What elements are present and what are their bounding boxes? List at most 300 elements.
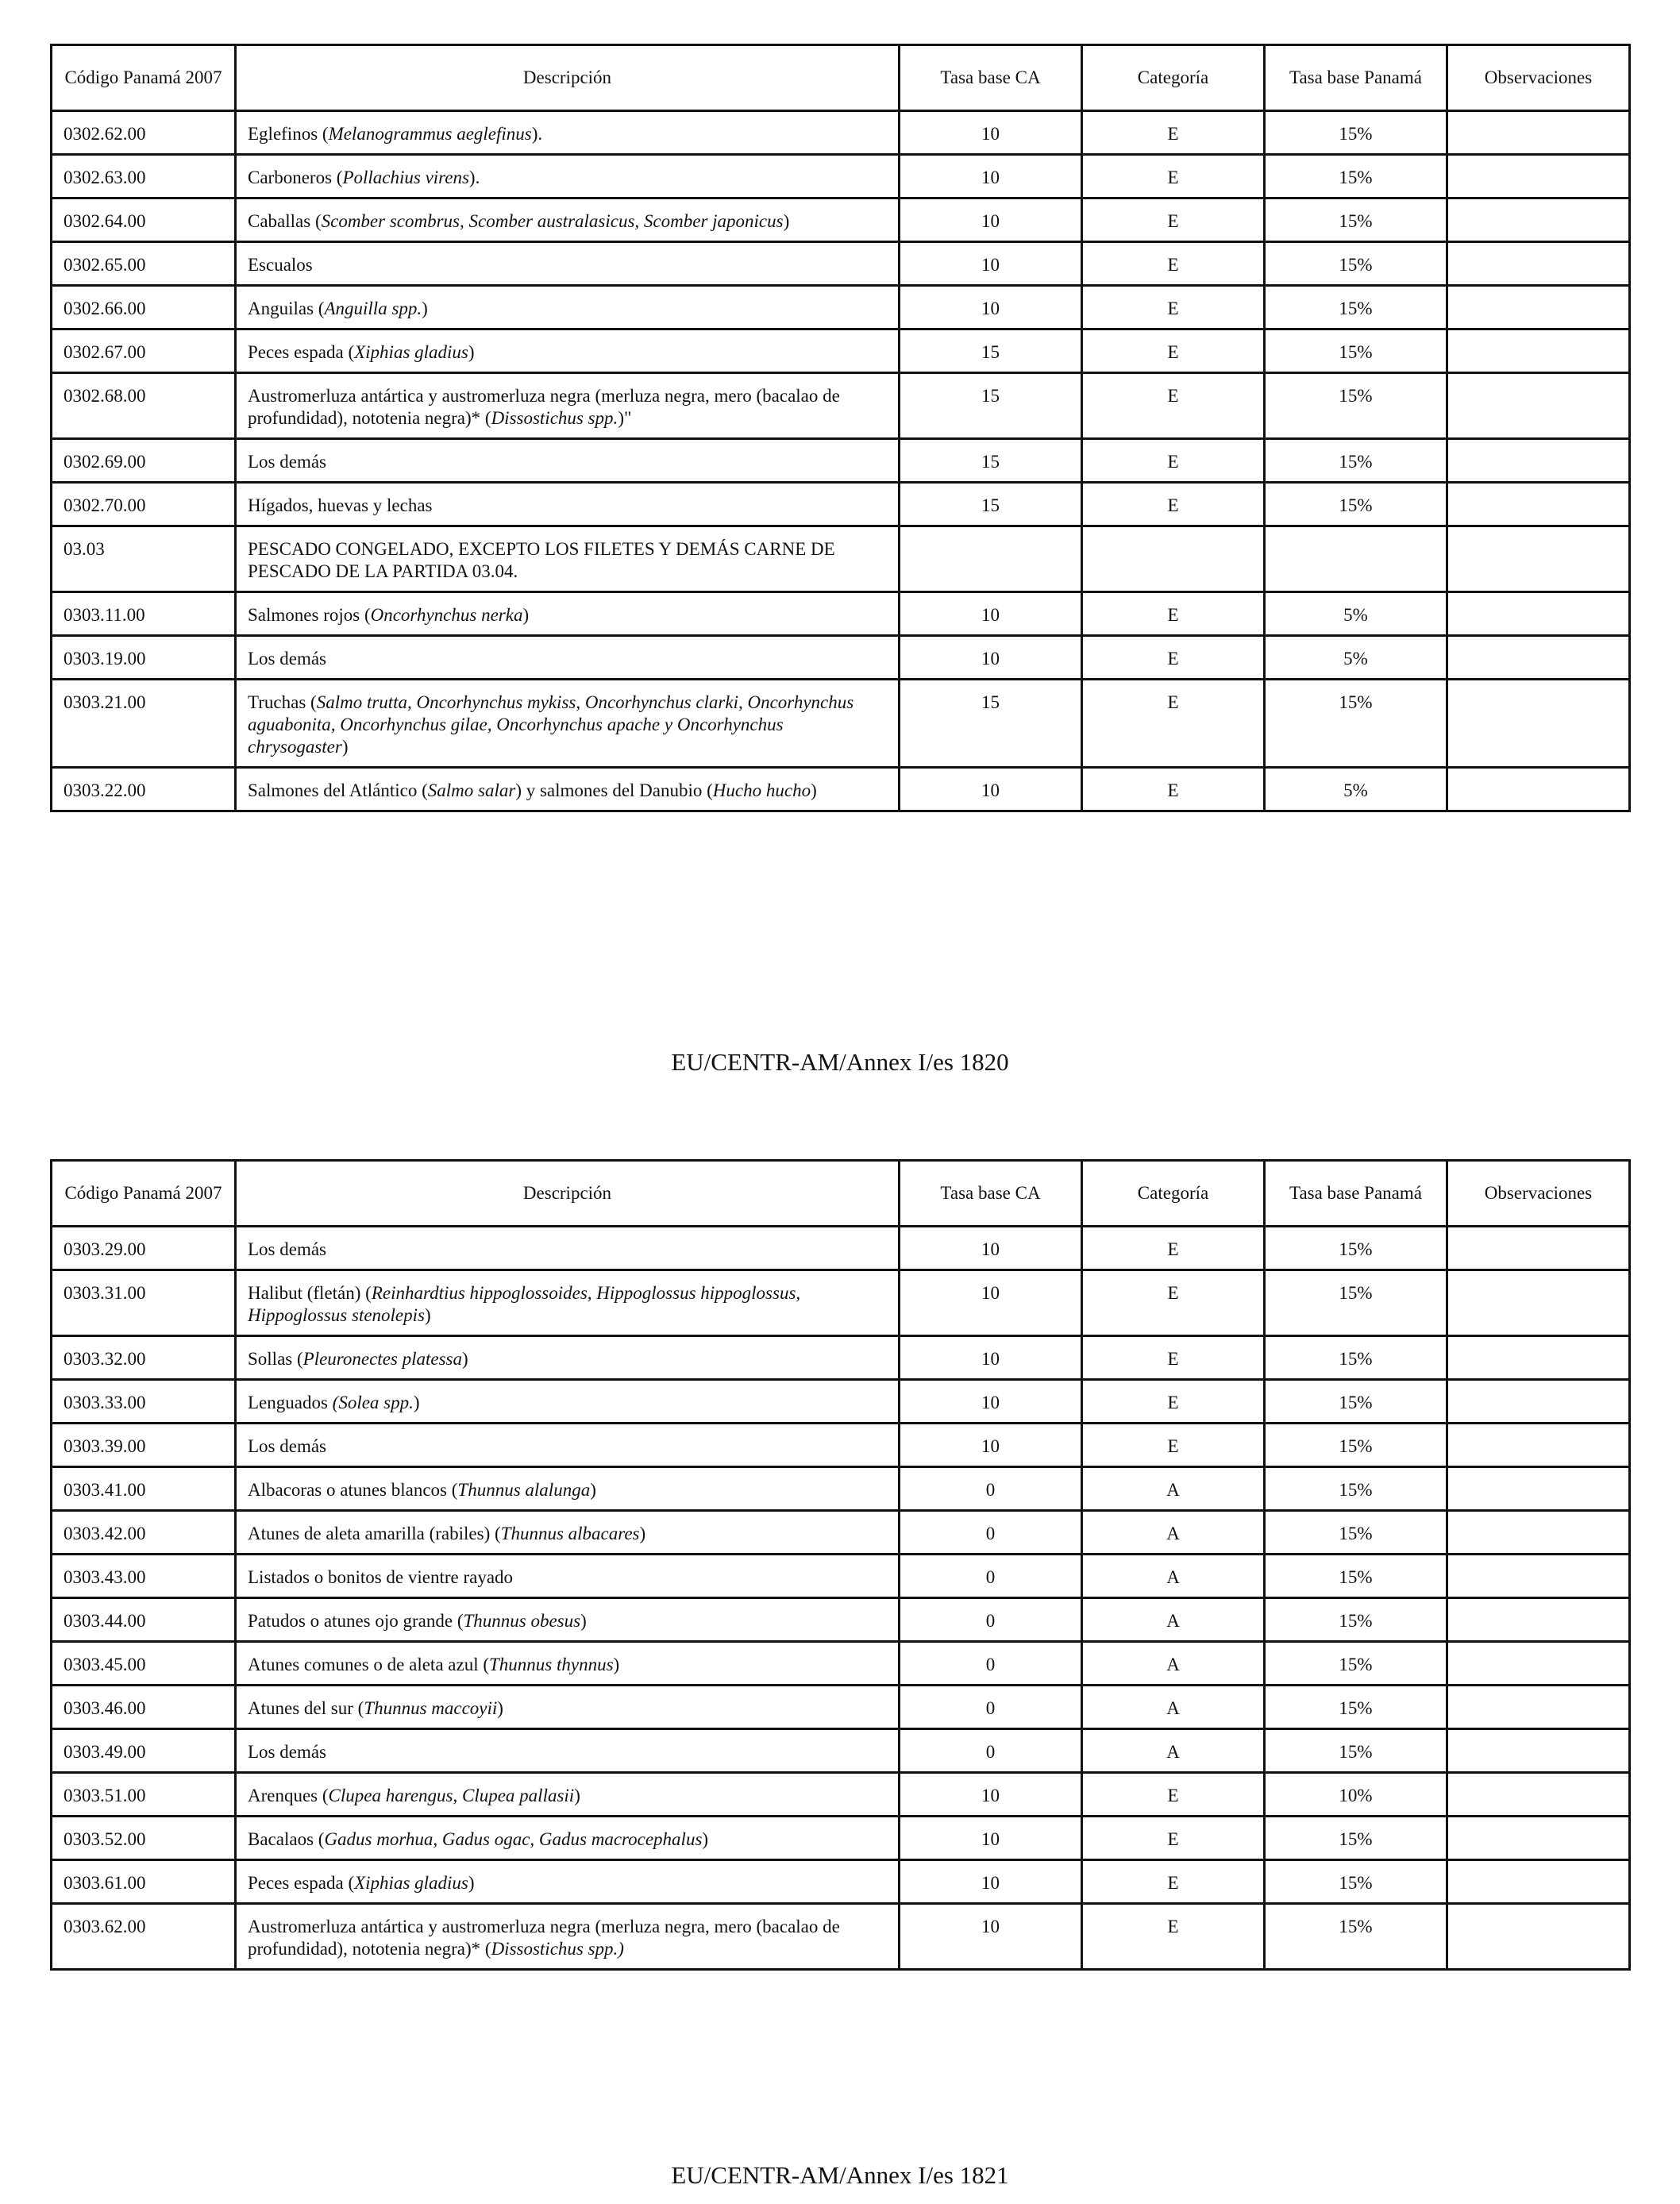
- category-cell: A: [1082, 1686, 1265, 1729]
- observations-cell: [1447, 1817, 1630, 1860]
- tariff-code-cell: 0302.62.00: [52, 111, 236, 155]
- page-footer: EU/CENTR-AM/Annex I/es 1821: [671, 2161, 1009, 2189]
- observations-cell: [1447, 329, 1630, 373]
- table-row: [52, 242, 1630, 286]
- description-text: ): [468, 1873, 475, 1893]
- description-text: Salmones del Atlántico (: [248, 780, 428, 800]
- tariff-code-cell: 0303.49.00: [52, 1729, 236, 1773]
- observations-cell: [1447, 373, 1630, 439]
- scientific-name: (Solea spp.: [332, 1393, 414, 1412]
- description-text: Los demás: [248, 1436, 327, 1456]
- scientific-name: Hucho hucho: [712, 780, 811, 800]
- category-cell: E: [1082, 1380, 1265, 1424]
- description-text: Hígados, huevas y lechas: [248, 495, 433, 515]
- category-cell: E: [1082, 1773, 1265, 1817]
- description-text: Atunes de aleta amarilla (rabiles) (: [248, 1524, 501, 1543]
- description-text: Anguilas (: [248, 299, 325, 318]
- description-cell: [236, 1380, 900, 1424]
- description-text: ): [639, 1524, 646, 1543]
- header-category: Categoría: [1082, 45, 1265, 111]
- observations-cell: [1447, 1511, 1630, 1555]
- table-row: [52, 1773, 1630, 1817]
- observations-cell: [1447, 1424, 1630, 1467]
- category-cell: A: [1082, 1598, 1265, 1642]
- base-rate-ca-cell: 10: [900, 768, 1082, 811]
- observations-cell: [1447, 286, 1630, 329]
- description-text: Truchas (: [248, 692, 317, 712]
- base-rate-ca-cell: 0: [900, 1598, 1082, 1642]
- observations-cell: [1447, 1467, 1630, 1511]
- description-cell: [236, 242, 900, 286]
- description-text: Listados o bonitos de vientre rayado: [248, 1567, 514, 1587]
- description-text: Albacoras o atunes blancos (: [248, 1480, 458, 1500]
- tariff-code-cell: 0303.44.00: [52, 1598, 236, 1642]
- description-cell: [236, 1227, 900, 1270]
- base-rate-panama-cell: 15%: [1265, 1336, 1447, 1380]
- description-text: ): [497, 1698, 503, 1718]
- observations-cell: [1447, 636, 1630, 680]
- category-cell: A: [1082, 1555, 1265, 1598]
- header-base-rate-panama: Tasa base Panamá: [1265, 45, 1447, 111]
- header-observations: Observaciones: [1447, 45, 1630, 111]
- tariff-code-cell: 0303.52.00: [52, 1817, 236, 1860]
- scientific-name: Thunnus albacares: [500, 1524, 640, 1543]
- base-rate-ca-cell: 10: [900, 242, 1082, 286]
- category-cell: E: [1082, 439, 1265, 483]
- category-cell: E: [1082, 636, 1265, 680]
- description-text: Carboneros (: [248, 168, 343, 187]
- tariff-code-cell: 0303.33.00: [52, 1380, 236, 1424]
- category-cell: E: [1082, 1904, 1265, 1970]
- scientific-name: Thunnus obesus: [463, 1611, 581, 1631]
- table-row: [52, 439, 1630, 483]
- description-text: ): [702, 1829, 709, 1849]
- table-header-row: [52, 1161, 1630, 1227]
- description-text: Atunes comunes o de aleta azul (: [248, 1655, 489, 1674]
- scientific-name: Melanogrammus aeglefinus: [328, 124, 532, 144]
- tariff-code-cell: 0302.67.00: [52, 329, 236, 373]
- observations-cell: [1447, 1227, 1630, 1270]
- observations-cell: [1447, 483, 1630, 526]
- tariff-code-cell: 0303.39.00: [52, 1424, 236, 1467]
- observations-cell: [1447, 1729, 1630, 1773]
- description-cell: [236, 1773, 900, 1817]
- header-description: Descripción: [236, 1161, 900, 1227]
- description-cell: [236, 1270, 900, 1336]
- scientific-name: Anguilla spp.: [324, 299, 422, 318]
- table-row: [52, 1555, 1630, 1598]
- description-text: Peces espada (: [248, 1873, 355, 1893]
- category-cell: [1082, 526, 1265, 592]
- observations-cell: [1447, 242, 1630, 286]
- base-rate-ca-cell: 0: [900, 1686, 1082, 1729]
- description-cell: [236, 1336, 900, 1380]
- category-cell: E: [1082, 1817, 1265, 1860]
- category-cell: A: [1082, 1511, 1265, 1555]
- description-text: ).: [468, 168, 480, 187]
- description-cell: [236, 1467, 900, 1511]
- tariff-code-cell: 0303.51.00: [52, 1773, 236, 1817]
- table-row: [52, 1270, 1630, 1336]
- observations-cell: [1447, 1642, 1630, 1686]
- table-row: [52, 1511, 1630, 1555]
- page-footer: EU/CENTR-AM/Annex I/es 1820: [671, 1048, 1009, 1076]
- table-header-row: [52, 45, 1630, 111]
- description-cell: [236, 286, 900, 329]
- base-rate-panama-cell: 15%: [1265, 329, 1447, 373]
- scientific-name: Xiphias gladius: [354, 342, 468, 362]
- category-cell: E: [1082, 680, 1265, 768]
- base-rate-ca-cell: [900, 526, 1082, 592]
- table-row: [52, 111, 1630, 155]
- table-row: [52, 373, 1630, 439]
- category-cell: A: [1082, 1642, 1265, 1686]
- scientific-name: Clupea harengus, Clupea pallasii: [328, 1786, 575, 1805]
- base-rate-ca-cell: 10: [900, 286, 1082, 329]
- header-observations: Observaciones: [1447, 1161, 1630, 1227]
- base-rate-ca-cell: 10: [900, 1424, 1082, 1467]
- base-rate-ca-cell: 10: [900, 1336, 1082, 1380]
- tariff-code-cell: 0303.29.00: [52, 1227, 236, 1270]
- observations-cell: [1447, 1555, 1630, 1598]
- tariff-code-cell: 0303.32.00: [52, 1336, 236, 1380]
- base-rate-panama-cell: 15%: [1265, 198, 1447, 242]
- observations-cell: [1447, 526, 1630, 592]
- observations-cell: [1447, 111, 1630, 155]
- scientific-name: Pollachius virens: [342, 168, 469, 187]
- category-cell: E: [1082, 242, 1265, 286]
- table-row: [52, 1817, 1630, 1860]
- description-cell: [236, 592, 900, 636]
- category-cell: A: [1082, 1467, 1265, 1511]
- base-rate-panama-cell: 15%: [1265, 1729, 1447, 1773]
- observations-cell: [1447, 1598, 1630, 1642]
- table-row: [52, 198, 1630, 242]
- description-text: Atunes del sur (: [248, 1698, 364, 1718]
- base-rate-panama-cell: 15%: [1265, 680, 1447, 768]
- category-cell: E: [1082, 1860, 1265, 1904]
- tariff-code-cell: 0303.41.00: [52, 1467, 236, 1511]
- tariff-code-cell: 0302.64.00: [52, 198, 236, 242]
- description-text: ): [522, 605, 530, 625]
- description-text: Patudos o atunes ojo grande (: [248, 1611, 464, 1631]
- table-row: [52, 1598, 1630, 1642]
- description-text: ): [468, 342, 475, 362]
- tariff-code-cell: 0303.11.00: [52, 592, 236, 636]
- base-rate-panama-cell: 15%: [1265, 1424, 1447, 1467]
- tariff-code-cell: 0303.21.00: [52, 680, 236, 768]
- base-rate-ca-cell: 0: [900, 1642, 1082, 1686]
- description-cell: [236, 1729, 900, 1773]
- base-rate-panama-cell: 15%: [1265, 1380, 1447, 1424]
- base-rate-panama-cell: 15%: [1265, 155, 1447, 198]
- base-rate-panama-cell: 15%: [1265, 483, 1447, 526]
- description-text: Los demás: [248, 649, 327, 669]
- header-description: Descripción: [236, 45, 900, 111]
- description-text: Salmones rojos (: [248, 605, 371, 625]
- observations-cell: [1447, 1686, 1630, 1729]
- base-rate-ca-cell: 10: [900, 636, 1082, 680]
- description-text: ): [341, 737, 349, 757]
- base-rate-panama-cell: 5%: [1265, 592, 1447, 636]
- description-cell: [236, 1555, 900, 1598]
- description-cell: [236, 1598, 900, 1642]
- scientific-name: Pleuronectes platessa: [302, 1349, 462, 1369]
- description-text: Halibut (fletán) (: [248, 1283, 372, 1303]
- description-text: ): [462, 1349, 468, 1369]
- scientific-name: Salmo trutta, Oncorhynchus mykiss, Oncorhynchus clarki, Oncorhynchus aguabonita, Oncorhynchus gilae, Oncorhynchus apache y Oncorhynchus chrysogaster: [248, 692, 854, 757]
- table-body: [52, 1227, 1630, 1970]
- header-code: Código Panamá 2007: [52, 45, 236, 111]
- base-rate-ca-cell: 10: [900, 111, 1082, 155]
- base-rate-panama-cell: 10%: [1265, 1773, 1447, 1817]
- description-cell: [236, 1860, 900, 1904]
- base-rate-panama-cell: 5%: [1265, 636, 1447, 680]
- base-rate-ca-cell: 0: [900, 1555, 1082, 1598]
- description-text: ): [580, 1611, 587, 1631]
- description-cell: [236, 1642, 900, 1686]
- base-rate-panama-cell: [1265, 526, 1447, 592]
- description-text: Arenques (: [248, 1786, 329, 1805]
- tariff-table-page-1821: [50, 1159, 1631, 1971]
- tariff-code-cell: 0302.70.00: [52, 483, 236, 526]
- observations-cell: [1447, 198, 1630, 242]
- base-rate-ca-cell: 10: [900, 1773, 1082, 1817]
- observations-cell: [1447, 1904, 1630, 1970]
- tariff-code-cell: 0303.43.00: [52, 1555, 236, 1598]
- description-text: Sollas (: [248, 1349, 303, 1369]
- tariff-code-cell: 03.03: [52, 526, 236, 592]
- base-rate-ca-cell: 10: [900, 1380, 1082, 1424]
- observations-cell: [1447, 1773, 1630, 1817]
- base-rate-panama-cell: 15%: [1265, 1686, 1447, 1729]
- header-base-rate-panama: Tasa base Panamá: [1265, 1161, 1447, 1227]
- description-cell: [236, 1424, 900, 1467]
- description-text: Los demás: [248, 1239, 327, 1259]
- tariff-code-cell: 0303.46.00: [52, 1686, 236, 1729]
- table-row: [52, 1642, 1630, 1686]
- scientific-name: Dissostichus spp.: [491, 408, 618, 428]
- tariff-code-cell: 0303.61.00: [52, 1860, 236, 1904]
- category-cell: E: [1082, 329, 1265, 373]
- table-row: [52, 768, 1630, 811]
- description-text: ): [811, 780, 817, 800]
- description-cell: [236, 1904, 900, 1970]
- header-code: Código Panamá 2007: [52, 1161, 236, 1227]
- base-rate-panama-cell: 15%: [1265, 1817, 1447, 1860]
- table-row: [52, 329, 1630, 373]
- category-cell: E: [1082, 1227, 1265, 1270]
- description-text: Austromerluza antártica y austromerluza negra (merluza negra, mero (bacalao de profundidad), nototenia negra)* (: [248, 1917, 840, 1959]
- description-cell: [236, 198, 900, 242]
- description-cell: [236, 526, 900, 592]
- header-base-rate-ca: Tasa base CA: [900, 1161, 1082, 1227]
- observations-cell: [1447, 768, 1630, 811]
- scientific-name: Thunnus thynnus: [489, 1655, 614, 1674]
- category-cell: A: [1082, 1729, 1265, 1773]
- base-rate-panama-cell: 15%: [1265, 1511, 1447, 1555]
- base-rate-panama-cell: 15%: [1265, 1270, 1447, 1336]
- table-row: [52, 483, 1630, 526]
- base-rate-ca-cell: 15: [900, 329, 1082, 373]
- tariff-code-cell: 0302.69.00: [52, 439, 236, 483]
- observations-cell: [1447, 1380, 1630, 1424]
- base-rate-ca-cell: 10: [900, 1817, 1082, 1860]
- base-rate-panama-cell: 15%: [1265, 1227, 1447, 1270]
- observations-cell: [1447, 1336, 1630, 1380]
- base-rate-panama-cell: 15%: [1265, 1598, 1447, 1642]
- tariff-code-cell: 0302.65.00: [52, 242, 236, 286]
- description-text: Eglefinos (: [248, 124, 329, 144]
- description-text: ): [783, 211, 790, 231]
- header-category: Categoría: [1082, 1161, 1265, 1227]
- tariff-code-cell: 0302.63.00: [52, 155, 236, 198]
- base-rate-ca-cell: 15: [900, 483, 1082, 526]
- description-cell: [236, 1511, 900, 1555]
- base-rate-panama-cell: 15%: [1265, 111, 1447, 155]
- base-rate-ca-cell: 0: [900, 1729, 1082, 1773]
- base-rate-panama-cell: 15%: [1265, 373, 1447, 439]
- observations-cell: [1447, 680, 1630, 768]
- table-row: [52, 1860, 1630, 1904]
- category-cell: E: [1082, 1424, 1265, 1467]
- description-text: PESCADO CONGELADO, EXCEPTO LOS FILETES Y DEMÁS CARNE DE PESCADO DE LA PARTIDA 03.04.: [248, 539, 835, 581]
- tariff-code-cell: 0303.31.00: [52, 1270, 236, 1336]
- scientific-name: Thunnus maccoyii: [364, 1698, 498, 1718]
- scientific-name: Dissostichus spp.): [491, 1939, 624, 1959]
- category-cell: E: [1082, 111, 1265, 155]
- base-rate-ca-cell: 0: [900, 1511, 1082, 1555]
- category-cell: E: [1082, 155, 1265, 198]
- table-row: [52, 1467, 1630, 1511]
- description-text: Los demás: [248, 1742, 327, 1762]
- scientific-name: Reinhardtius hippoglossoides, Hippoglossus hippoglossus, Hippoglossus stenolepis: [248, 1283, 801, 1325]
- base-rate-ca-cell: 15: [900, 680, 1082, 768]
- table-row: [52, 1904, 1630, 1970]
- description-cell: [236, 680, 900, 768]
- tariff-code-cell: 0303.62.00: [52, 1904, 236, 1970]
- table-row: [52, 1380, 1630, 1424]
- table-row: [52, 526, 1630, 592]
- base-rate-ca-cell: 10: [900, 1227, 1082, 1270]
- description-text: ): [413, 1393, 420, 1412]
- observations-cell: [1447, 592, 1630, 636]
- base-rate-ca-cell: 10: [900, 155, 1082, 198]
- category-cell: E: [1082, 1336, 1265, 1380]
- base-rate-panama-cell: 15%: [1265, 1555, 1447, 1598]
- base-rate-ca-cell: 0: [900, 1467, 1082, 1511]
- description-cell: [236, 768, 900, 811]
- category-cell: E: [1082, 373, 1265, 439]
- tariff-code-cell: 0303.19.00: [52, 636, 236, 680]
- table-row: [52, 1686, 1630, 1729]
- description-text: ): [613, 1655, 620, 1674]
- description-cell: [236, 155, 900, 198]
- description-text: ): [574, 1786, 580, 1805]
- observations-cell: [1447, 439, 1630, 483]
- table-row: [52, 155, 1630, 198]
- table-row: [52, 286, 1630, 329]
- category-cell: E: [1082, 286, 1265, 329]
- observations-cell: [1447, 155, 1630, 198]
- description-cell: [236, 1817, 900, 1860]
- base-rate-panama-cell: 5%: [1265, 768, 1447, 811]
- base-rate-ca-cell: 10: [900, 1270, 1082, 1336]
- table-row: [52, 636, 1630, 680]
- table-row: [52, 680, 1630, 768]
- description-text: Austromerluza antártica y austromerluza negra (merluza negra, mero (bacalao de profundidad), nototenia negra)* (: [248, 386, 840, 428]
- description-cell: [236, 329, 900, 373]
- tariff-table-page-1820: [50, 44, 1631, 812]
- table-row: [52, 1424, 1630, 1467]
- base-rate-ca-cell: 10: [900, 1860, 1082, 1904]
- table-row: [52, 1227, 1630, 1270]
- category-cell: E: [1082, 483, 1265, 526]
- table-body: [52, 111, 1630, 811]
- scientific-name: Thunnus alalunga: [457, 1480, 591, 1500]
- description-text: ): [590, 1480, 596, 1500]
- table-row: [52, 592, 1630, 636]
- description-text: ).: [531, 124, 543, 144]
- base-rate-ca-cell: 10: [900, 1904, 1082, 1970]
- base-rate-panama-cell: 15%: [1265, 242, 1447, 286]
- base-rate-panama-cell: 15%: [1265, 1642, 1447, 1686]
- table-row: [52, 1336, 1630, 1380]
- header-base-rate-ca: Tasa base CA: [900, 45, 1082, 111]
- description-cell: [236, 439, 900, 483]
- description-text: )": [618, 408, 632, 428]
- base-rate-ca-cell: 15: [900, 439, 1082, 483]
- description-cell: [236, 373, 900, 439]
- tariff-code-cell: 0303.22.00: [52, 768, 236, 811]
- category-cell: E: [1082, 768, 1265, 811]
- description-text: ) y salmones del Danubio (: [515, 780, 713, 800]
- description-text: ): [424, 1305, 431, 1325]
- table-row: [52, 1729, 1630, 1773]
- category-cell: E: [1082, 592, 1265, 636]
- observations-cell: [1447, 1860, 1630, 1904]
- scientific-name: Scomber scombrus, Scomber australasicus, Scomber japonicus: [321, 211, 784, 231]
- description-text: Caballas (: [248, 211, 322, 231]
- description-cell: [236, 636, 900, 680]
- observations-cell: [1447, 1270, 1630, 1336]
- tariff-code-cell: 0303.45.00: [52, 1642, 236, 1686]
- base-rate-panama-cell: 15%: [1265, 286, 1447, 329]
- tariff-code-cell: 0303.42.00: [52, 1511, 236, 1555]
- base-rate-panama-cell: 15%: [1265, 1860, 1447, 1904]
- description-text: ): [422, 299, 428, 318]
- scientific-name: Xiphias gladius: [354, 1873, 468, 1893]
- scientific-name: Oncorhynchus nerka: [370, 605, 523, 625]
- description-cell: [236, 1686, 900, 1729]
- base-rate-ca-cell: 10: [900, 592, 1082, 636]
- base-rate-ca-cell: 15: [900, 373, 1082, 439]
- tariff-code-cell: 0302.66.00: [52, 286, 236, 329]
- category-cell: E: [1082, 1270, 1265, 1336]
- scientific-name: Salmo salar: [427, 780, 516, 800]
- base-rate-panama-cell: 15%: [1265, 439, 1447, 483]
- base-rate-panama-cell: 15%: [1265, 1467, 1447, 1511]
- category-cell: E: [1082, 198, 1265, 242]
- description-text: Lenguados: [248, 1393, 333, 1412]
- description-text: Peces espada (: [248, 342, 355, 362]
- description-text: Los demás: [248, 452, 327, 472]
- base-rate-panama-cell: 15%: [1265, 1904, 1447, 1970]
- description-cell: [236, 483, 900, 526]
- base-rate-ca-cell: 10: [900, 198, 1082, 242]
- scientific-name: Gadus morhua, Gadus ogac, Gadus macrocephalus: [324, 1829, 703, 1849]
- tariff-code-cell: 0302.68.00: [52, 373, 236, 439]
